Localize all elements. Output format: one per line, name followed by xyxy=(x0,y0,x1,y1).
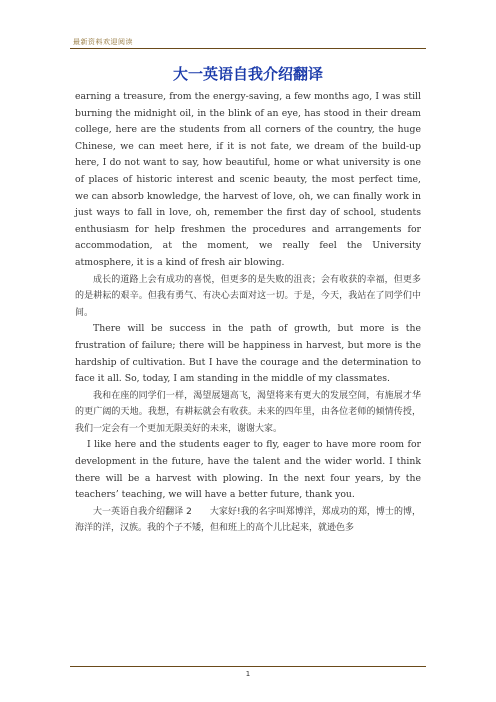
document-title: 大一英语自我介绍翻译 xyxy=(172,65,323,83)
paragraph-english-1: earning a treasure, from the energy-saving, a few months ago, I was still burning the midnight oil, in the blink of an eye, has stood in their dream college, here are the students from all corners of the country, the huge Chinese, we can meet here, if it is not fate, we dream of the build-up here, I do not want to say, how beautiful, home or what university is one of places of historic interest and scenic beauty, the most perfect time, we can absorb knowledge, the harvest of love, oh, we can finally work in just ways to fall in love, oh, remember the first day of school, students enthusiasm for help freshmen the procedures and arrangements for accommodation, at the moment, we really feel the University atmosphere, it is a kind of fresh air blowing. xyxy=(75,91,421,268)
paragraph-chinese-1: 成长的道路上会有成功的喜悦，但更多的是失败的沮丧；会有收获的幸福，但更多的是耕耘的艰辛。但我有勇气、有决心去面对这一切。于是，今天，我站在了同学们中间。 xyxy=(75,274,421,318)
paragraph-chinese-3: 大一英语自我介绍翻译 2 大家好!我的名字叫郑博洋，郑成功的郑，博士的博，海洋的洋，汉族。我的个子不矮，但和班上的高个儿比起来，就逊色多 xyxy=(75,506,421,534)
page-number: 1 xyxy=(245,670,251,678)
paragraph-english-2: There will be success in the path of growth, but more is the frustration of failure; there will be happiness in harvest, but more is the hardship of cultivation. But I have the courage and the determination to face it all. So, today, I am standing in the middle of my classmates. xyxy=(75,323,421,385)
running-header: 最新资料欢迎阅读 xyxy=(73,38,133,46)
paragraph-chinese-2: 我和在座的同学们一样，渴望展翅高飞，渴望将来有更大的发展空间，有施展才华的更广阔的天地。我想，有耕耘就会有收获。未来的四年里，由各位老师的倾情传授，我们一定会有一个更加无限美好的未来，谢谢大家。 xyxy=(75,390,421,434)
paragraph-english-3: I like here and the students eager to fly, eager to have more room for development in the future, have the talent and the wider world. I think there will be a harvest with plowing. In the next four years, by the teachers’ teaching, we will have a better future, thank you. xyxy=(75,439,421,501)
document-body xyxy=(75,89,421,537)
footer-divider xyxy=(70,666,426,667)
header-divider xyxy=(70,48,426,49)
